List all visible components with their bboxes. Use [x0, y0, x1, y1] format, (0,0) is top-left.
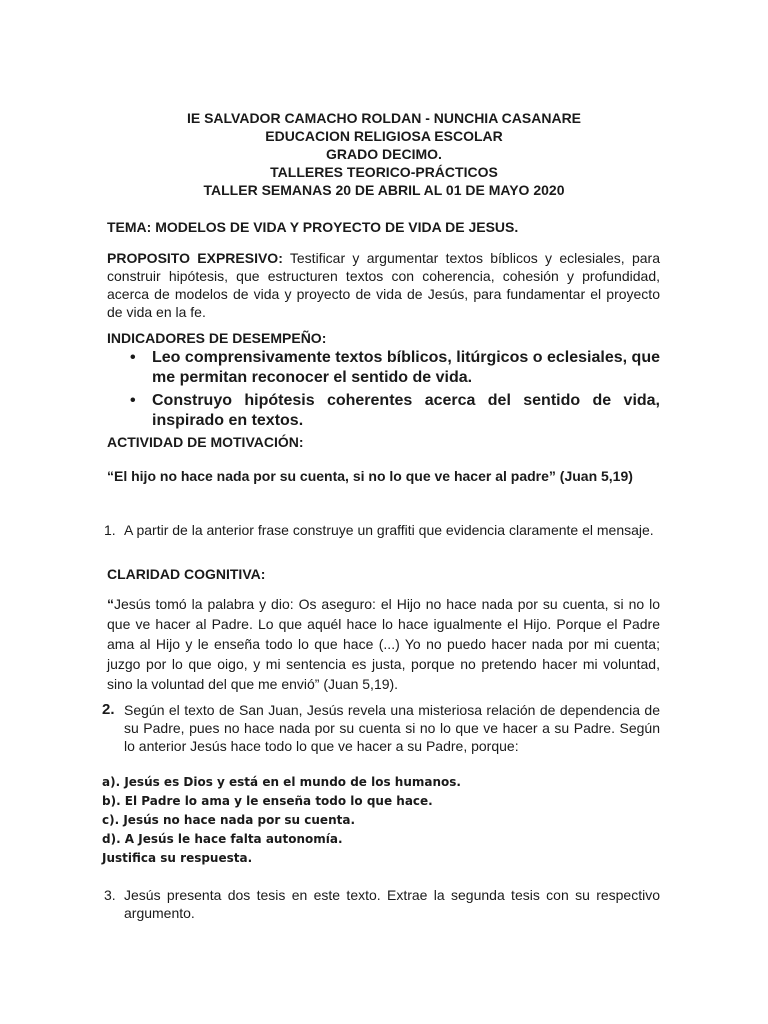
- indicadores-list: [124, 348, 660, 434]
- claridad-heading: CLARIDAD COGNITIVA:: [107, 566, 266, 582]
- header-subject: EDUCACION RELIGIOSA ESCOLAR: [265, 128, 503, 144]
- indicador-item: [124, 391, 660, 431]
- claridad-quote: [107, 594, 660, 694]
- motivacion-quote: “El hijo no hace nada por su cuenta, si no lo que ve hacer al padre” (Juan 5,19): [107, 468, 633, 484]
- question-3-text: Jesús presenta dos tesis en este texto. Extrae la segunda tesis con su respectivo argumento.: [124, 887, 660, 921]
- indicador-text: Construyo hipótesis coherentes acerca del sentido de vida, inspirado en textos.: [152, 392, 660, 429]
- question-2-options: [102, 773, 461, 868]
- indicador-item: [124, 348, 660, 388]
- indicadores-heading: INDICADORES DE DESEMPEÑO:: [107, 330, 327, 346]
- proposito-paragraph: [107, 249, 660, 321]
- tema-heading: TEMA: MODELOS DE VIDA Y PROYECTO DE VIDA DE JESUS.: [107, 219, 519, 235]
- question-1-number: 1.: [104, 522, 116, 538]
- proposito-label: PROPOSITO EXPRESIVO:: [107, 250, 283, 266]
- option-c: c). Jesús no hace nada por su cuenta.: [102, 813, 356, 827]
- option-b: b). El Padre lo ama y le enseña todo lo que hace.: [102, 794, 433, 808]
- bullet-icon: •: [130, 392, 136, 409]
- claridad-quote-text: Jesús tomó la palabra y dio: Os aseguro: el Hijo no hace nada por su cuenta, si no lo que ve hacer al Padre. Lo que aquél hace lo hace igualmente el Hijo. Porque el Padre ama al Hijo y le enseña todo lo que hace (...) Yo no puedo hacer nada por mi cuenta; juzgo por lo que oigo, y mi sentencia es justa, porque no pretendo hacer mi voluntad, sino la voluntad del que me envió” (Juan 5,19).: [107, 596, 660, 692]
- question-2-number: 2.: [102, 701, 115, 718]
- question-2-text: Según el texto de San Juan, Jesús revela una misteriosa relación de dependencia de su Padre, pues no hace nada por su cuenta si no lo que ve hacer a su Padre. Según lo anterior Jesús hace todo lo que ve hacer a su Padre, porque:: [124, 702, 660, 754]
- header-grade: GRADO DECIMO.: [326, 146, 442, 162]
- header-school: IE SALVADOR CAMACHO ROLDAN - NUNCHIA CASANARE: [186, 110, 582, 126]
- quote-mark: “: [107, 596, 114, 612]
- document-header: [0, 109, 768, 199]
- proposito-text: Testificar y argumentar textos bíblicos y eclesiales, para construir hipótesis, que estructuren textos con coherencia, cohesión y profundidad, acerca de modelos de vida y proyecto de vida de Jesús, para fundamentar el proyecto de vida en la fe.: [107, 250, 660, 320]
- option-a: a). Jesús es Dios y está en el mundo de los humanos.: [102, 775, 461, 789]
- header-dates: TALLER SEMANAS 20 DE ABRIL AL 01 DE MAYO 2020: [203, 182, 565, 198]
- bullet-icon: •: [130, 349, 136, 366]
- header-workshops: TALLERES TEORICO-PRÁCTICOS: [270, 164, 498, 180]
- question-3-number: 3.: [104, 887, 116, 903]
- justify-instruction: Justifica su respuesta.: [102, 851, 253, 865]
- question-1-text: A partir de la anterior frase construye un graffiti que evidencia claramente el mensaje.: [124, 522, 654, 538]
- option-d: d). A Jesús le hace falta autonomía.: [102, 832, 343, 846]
- motivacion-heading: ACTIVIDAD DE MOTIVACIÓN:: [107, 434, 304, 450]
- indicador-text: Leo comprensivamente textos bíblicos, litúrgicos o eclesiales, que me permitan reconocer el sentido de vida.: [152, 349, 660, 386]
